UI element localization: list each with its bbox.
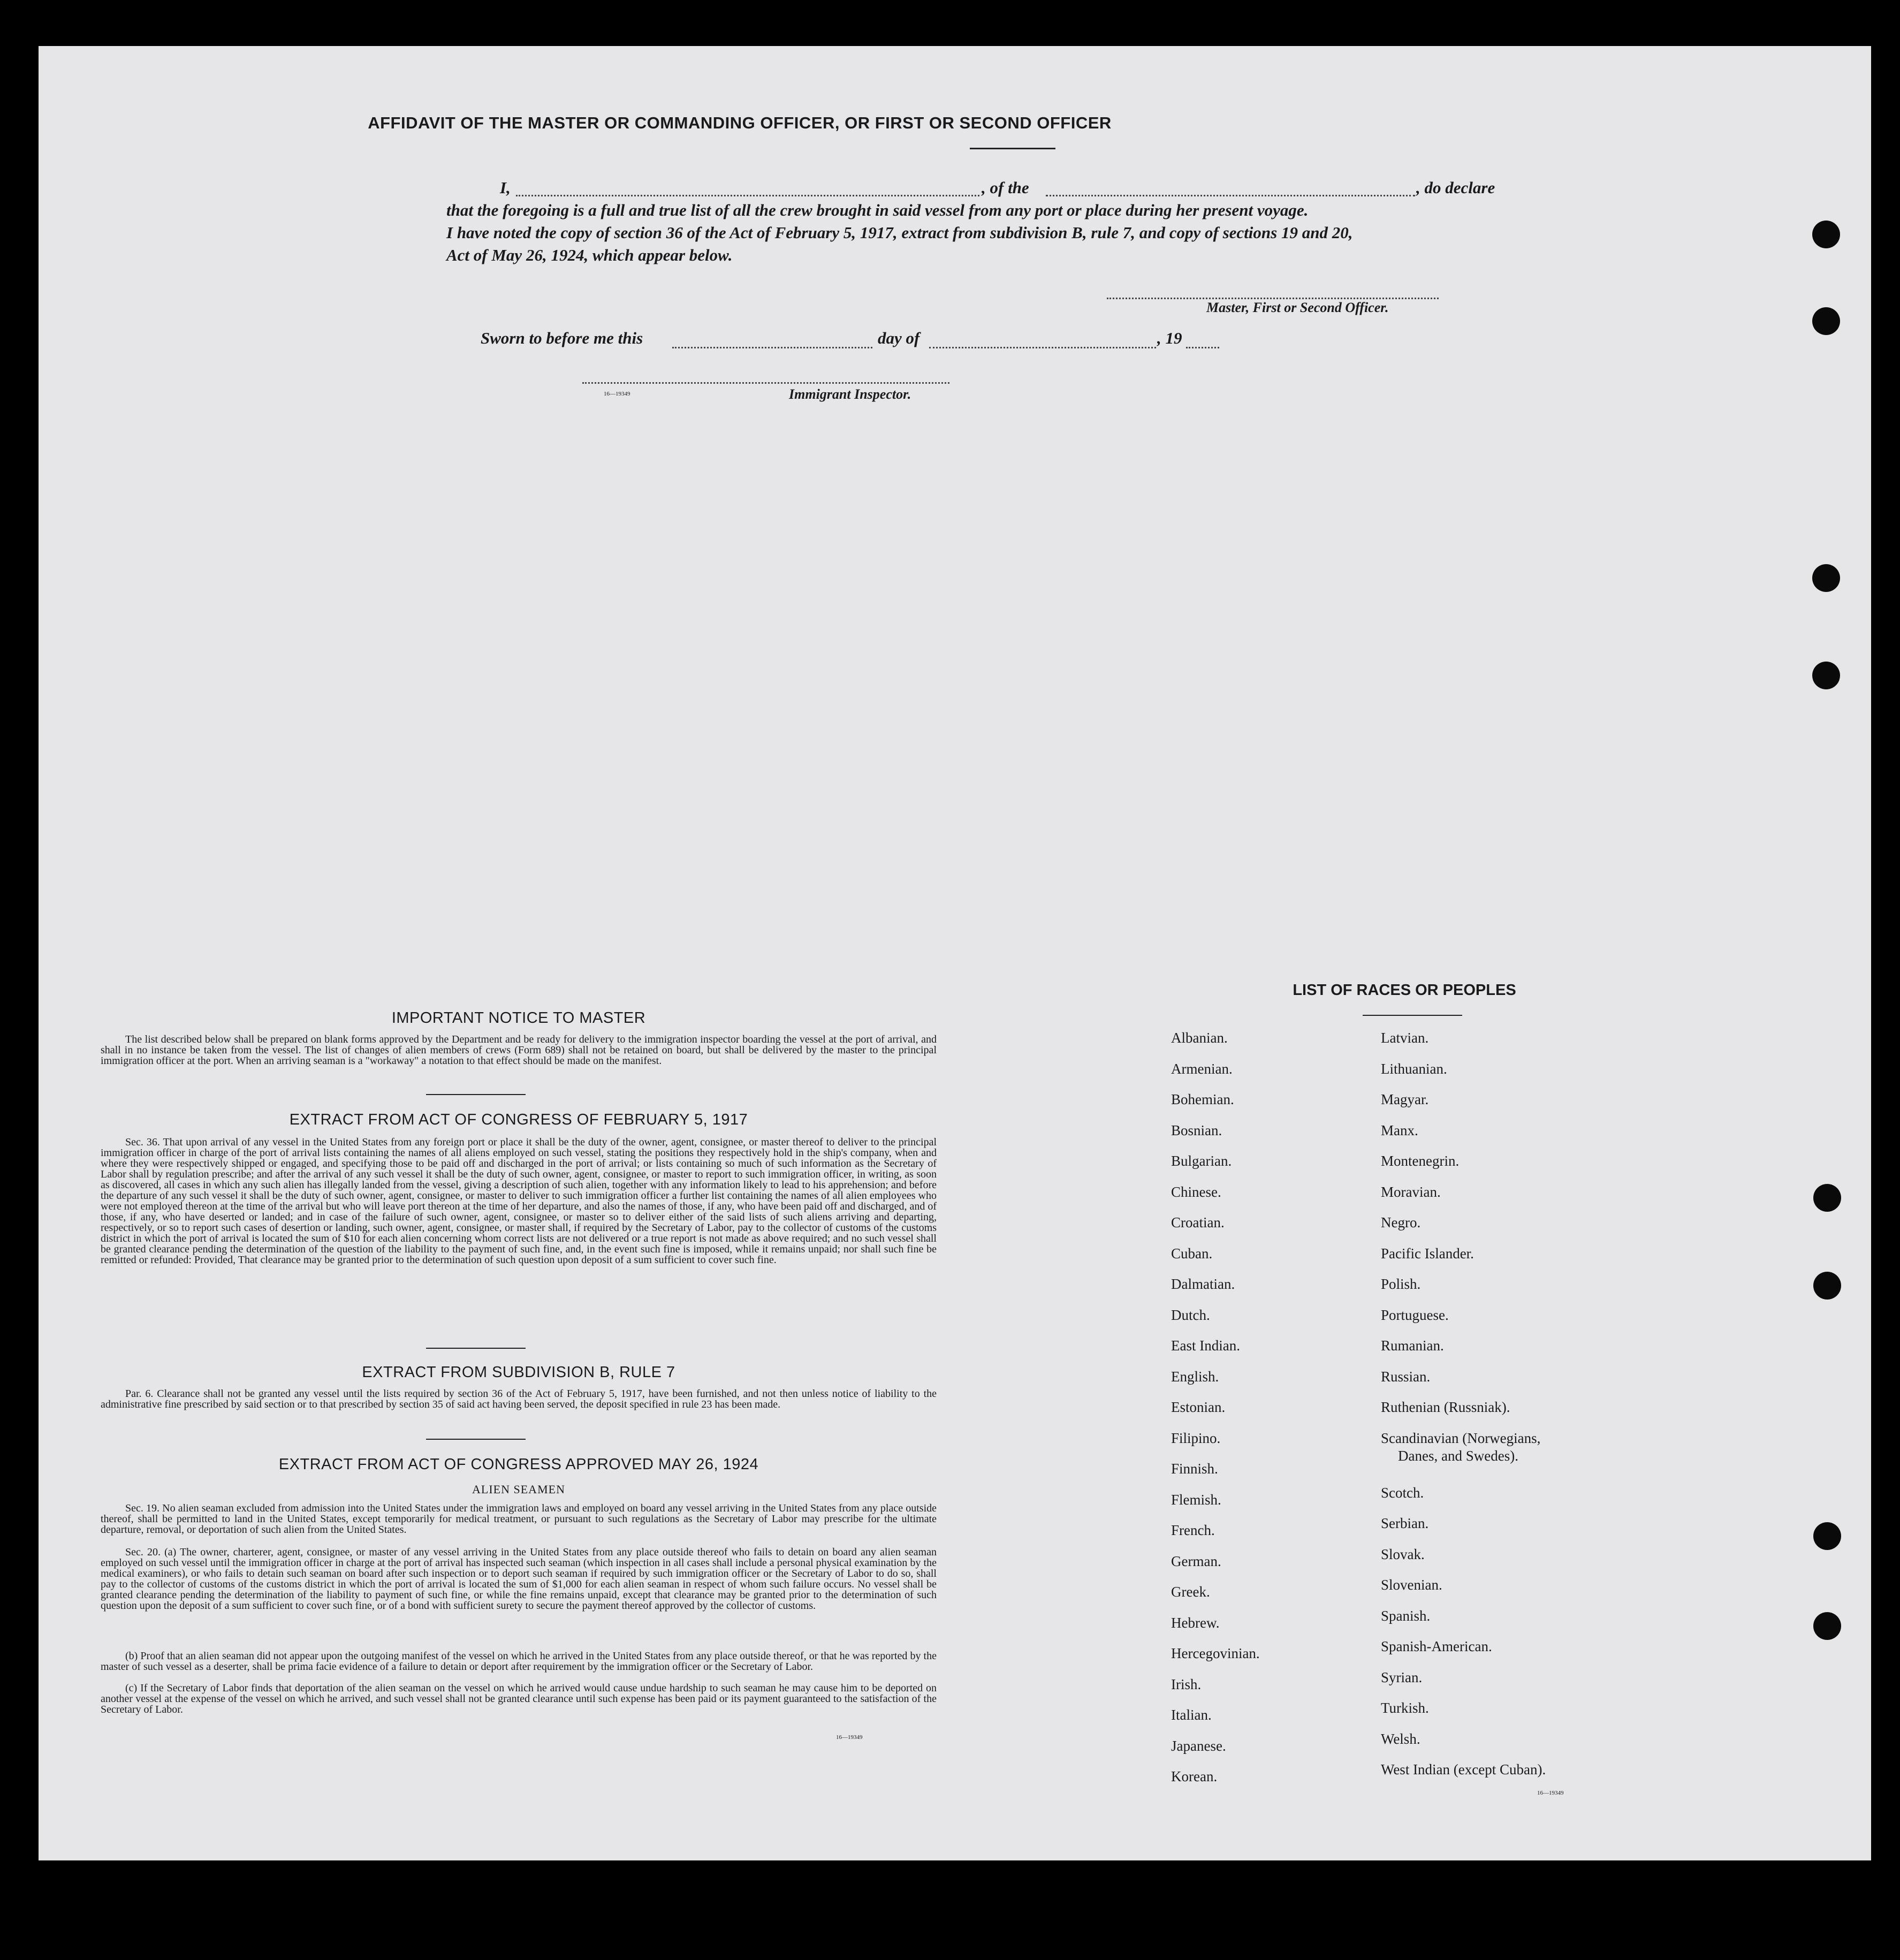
race-item: Moravian. [1381, 1183, 1441, 1200]
race-item: Chinese. [1171, 1183, 1221, 1200]
race-item: Dalmatian. [1171, 1276, 1235, 1292]
extract-1924-sec20a: Sec. 20. (a) The owner, charterer, agent, consignee, or master of any vessel arriving in the United States from any place outside thereof who fails to detain on board any alien seaman employed on such vessel until the immigration officer in charge at the port of arrival has inspected such seaman (which inspection in all cases shall include a personal physical examination by the medical examiners), or who fails to detain such seaman on board after such inspection or to deport such seaman if required by such immigration officer or the Secretary of Labor to do so, shall pay to the collector of customs of the customs district in which the port of arrival is located the sum of $1,000 for each alien seaman in respect of whom such failure occurs. No vessel shall be granted clearance pending the determination of the liability to payment of such fine, or while the fine remains unpaid, except that clearance may be granted prior to the determination of such question upon the deposit of a sum sufficient to cover such fine, or of a bond with sufficient surety to secure the payment thereof approved by the collector of customs. [101, 1546, 937, 1612]
races-title: LIST OF RACES OR PEOPLES [1293, 982, 1516, 999]
punch-hole [1812, 564, 1840, 592]
sworn-prefix: Sworn to before me this [481, 329, 643, 347]
race-item: Montenegrin. [1381, 1153, 1460, 1169]
race-item: Negro. [1381, 1214, 1421, 1230]
extract-form-number: 16—19349 [836, 1734, 863, 1741]
title-underline [970, 148, 1055, 149]
inspector-label: Immigrant Inspector. [789, 386, 911, 402]
race-item: Flemish. [1171, 1491, 1221, 1508]
affidavit-line-3: I have noted the copy of section 36 of the Act of February 5, 1917, extract from subdivision B, rule 7, and copy of sections 19 and 20, [446, 223, 1353, 242]
race-item: Manx. [1381, 1122, 1418, 1138]
punch-hole [1812, 221, 1840, 248]
race-item: Bosnian. [1171, 1122, 1222, 1138]
extract-1924-sec20c: (c) If the Secretary of Labor finds that deportation of the alien seaman on the vessel on which he arrived would cause undue hardship to such seaman he may cause him to be deported on another vessel at the expense of the vessel on which he arrived, and such vessel shall not be granted clearance until such expense has been paid or its payment guaranteed to the satisfaction of the Secretary of Labor. [101, 1682, 937, 1715]
race-item: Lithuanian. [1381, 1060, 1447, 1077]
race-item: Rumanian. [1381, 1338, 1444, 1354]
race-item: Polish. [1381, 1276, 1421, 1292]
sworn-day-blank[interactable] [672, 347, 872, 348]
punch-hole [1813, 1184, 1841, 1212]
race-item: Bulgarian. [1171, 1153, 1232, 1169]
sworn-year-label: , 19 [1157, 329, 1182, 347]
sworn-month-blank[interactable] [929, 347, 1156, 348]
inspector-signature-blank[interactable] [582, 382, 949, 384]
race-item: Albanian. [1171, 1030, 1228, 1046]
race-item: Korean. [1171, 1768, 1218, 1784]
extract-1924-sec19: Sec. 19. No alien seaman excluded from admission into the United States under the immigration laws and employed on board any vessel arriving in the United States from any place outside thereof, shall be permitted to land in the United States, except temporarily for medical treatment, or pursuant to such regulations as the Secretary of Labor may prescribe for the ultimate departure, removal, or deportation of such alien from the United States. [101, 1502, 937, 1536]
sworn-year-blank[interactable] [1186, 347, 1219, 348]
extract-1917-text: Sec. 36. That upon arrival of any vessel in the United States from any foreign port or place it shall be the duty of the owner, agent, consignee, or master thereof to deliver to the principal immigration officer in charge of the port of arrival lists containing the names of all aliens employed on such vessel, stating the positions they respectively hold in the ship's company, when and where they were respectively shipped or engaged, and specifying those to be paid off and discharged in the port of arrival; or lists containing so much of such information as the Secretary of Labor shall by regulation prescribe; and after the arrival of any such vessel it shall be the duty of such owner, agent, consignee, or master to report to such immigration officer, in writing, as soon as discovered, all cases in which any such alien has illegally landed from the vessel, giving a description of such alien, together with any information likely to lead to his apprehension; and before the departure of any such vessel it shall be the duty of such owner, agent, consignee, or master to deliver to such immigration officer a further list containing the names of all alien employees who were not employed thereon at the time of the arrival but who will leave port thereon at the time of her departure, and also the names of those, if any, who have been paid off and discharged, and of those, if any, who have deserted or landed; and in case of the failure of such owner, agent, consignee, or master so to deliver either of the said lists of such aliens arriving and departing, respectively, or so to report such cases of desertion or landing, such owner, agent, consignee, or master shall, if required by the Secretary of Labor, pay to the collector of customs of the customs district in which the port of arrival is located the sum of $10 for each alien concerning whom correct lists are not delivered or a true report is not made as above required; and no such vessel shall be granted clearance pending the determination of the question of the liability to the payment of such fine, and, in the event such fine is imposed, while it remains unpaid; nor shall such fine be remitted or refunded: Provided, That clearance may be granted prior to the determination of such question upon deposit of a sum sufficient to cover such fine. [101, 1136, 937, 1266]
race-item: Latvian. [1381, 1030, 1429, 1046]
race-item: Spanish. [1381, 1607, 1431, 1624]
master-signature-label: Master, First or Second Officer. [1206, 300, 1389, 315]
affidavit-of-the-label: , of the [982, 178, 1029, 197]
race-item: Russian. [1381, 1368, 1431, 1385]
race-item: Serbian. [1381, 1515, 1429, 1531]
punch-hole [1813, 1612, 1841, 1640]
race-item: Hebrew. [1171, 1614, 1220, 1631]
race-item: Filipino. [1171, 1430, 1221, 1446]
race-item: Irish. [1171, 1676, 1202, 1692]
extract-rule7-text: Par. 6. Clearance shall not be granted any vessel until the lists required by section 36 of the Act of February 5, 1917, have been furnished, and not then unless notice of liability to the administrative fine prescribed by said section or to that prescribed by section 35 of said act having been served, the deposit specified in rule 23 has been made. [101, 1388, 937, 1410]
race-item: French. [1171, 1522, 1215, 1538]
vessel-blank[interactable] [1046, 195, 1415, 196]
race-item: East Indian. [1171, 1338, 1240, 1354]
punch-hole [1813, 1522, 1841, 1550]
race-item: Cuban. [1171, 1245, 1213, 1262]
form-sheet [39, 46, 1871, 1860]
notice-title: IMPORTANT NOTICE TO MASTER [391, 1009, 646, 1027]
name-blank[interactable] [516, 195, 979, 196]
race-item: Syrian. [1381, 1669, 1423, 1685]
divider [426, 1439, 526, 1440]
extract-1924-title: EXTRACT FROM ACT OF CONGRESS APPROVED MAY 26, 1924 [278, 1456, 759, 1473]
affidavit-do-declare-label: , do declare [1416, 178, 1495, 197]
race-item: Portuguese. [1381, 1306, 1449, 1323]
race-item: German. [1171, 1553, 1221, 1569]
race-item: Hercegovinian. [1171, 1645, 1260, 1661]
affidavit-title: AFFIDAVIT OF THE MASTER OR COMMANDING OFFICER, OR FIRST OR SECOND OFFICER [368, 113, 1112, 132]
race-item: Greek. [1171, 1584, 1210, 1600]
race-item: Pacific Islander. [1381, 1245, 1474, 1262]
punch-hole [1813, 1272, 1841, 1300]
race-item: Scotch. [1381, 1484, 1424, 1501]
punch-hole [1812, 662, 1840, 689]
affidavit-line-1 [446, 177, 1501, 199]
race-item: Dutch. [1171, 1306, 1210, 1323]
races-underline [1363, 1015, 1462, 1016]
divider [426, 1348, 526, 1349]
race-item: Slovenian. [1381, 1577, 1442, 1593]
extract-1924-sec20b: (b) Proof that an alien seaman did not appear upon the outgoing manifest of the vessel on which he arrived in the United States from any place outside thereof, or that he was reported by the master of such vessel as a deserter, shall be prima facie evidence of a failure to detain or deport after requirement by the immigration officer or the Secretary of Labor. [101, 1650, 937, 1673]
affidavit-line-2: that the foregoing is a full and true list of all the crew brought in said vessel from any port or place during her present voyage. [446, 201, 1309, 219]
divider [426, 1094, 526, 1095]
extract-rule7-title: EXTRACT FROM SUBDIVISION B, RULE 7 [362, 1364, 675, 1381]
race-item: Magyar. [1381, 1091, 1429, 1107]
race-item: Finnish. [1171, 1461, 1218, 1477]
race-item: Croatian. [1171, 1214, 1225, 1230]
extract-1917-title: EXTRACT FROM ACT OF CONGRESS OF FEBRUARY 5, 1917 [289, 1111, 748, 1128]
race-item: Turkish. [1381, 1700, 1429, 1716]
punch-hole [1812, 307, 1840, 335]
race-item: Scandinavian (Norwegians, [1381, 1430, 1541, 1446]
affidavit-line-4: Act of May 26, 1924, which appear below. [446, 246, 733, 264]
race-item: Estonian. [1171, 1399, 1226, 1415]
extract-1924-subtitle: ALIEN SEAMEN [472, 1483, 565, 1496]
race-item: Ruthenian (Russniak). [1381, 1399, 1510, 1415]
affidavit-i-label: I, [500, 178, 511, 197]
races-form-number: 16—19349 [1537, 1790, 1564, 1796]
sworn-line [481, 329, 1283, 352]
race-item: Welsh. [1381, 1730, 1420, 1747]
race-item: Japanese. [1171, 1737, 1226, 1754]
notice-text: The list described below shall be prepared on blank forms approved by the Department and be ready for delivery to the immigration inspector boarding the vessel at the port of arrival, and shall in no instance be taken from the vessel. The list of changes of alien members of crews (Form 689) shall not be retained on board, but shall be delivered by the master to the principal immigration officer at the port. When an arriving seaman is a "workaway" a notation to that effect should be made on the manifest. [101, 1034, 937, 1067]
race-item: Italian. [1171, 1707, 1212, 1723]
race-item: Danes, and Swedes). [1398, 1447, 1518, 1464]
sworn-day-of-label: day of [878, 329, 920, 347]
race-item: English. [1171, 1368, 1219, 1385]
race-item: Spanish-American. [1381, 1638, 1492, 1654]
race-item: West Indian (except Cuban). [1381, 1761, 1546, 1777]
race-item: Slovak. [1381, 1546, 1425, 1562]
race-item: Bohemian. [1171, 1091, 1234, 1107]
race-item: Armenian. [1171, 1060, 1233, 1077]
master-signature-blank[interactable] [1107, 298, 1439, 299]
affidavit-form-number: 16—19349 [604, 391, 630, 397]
